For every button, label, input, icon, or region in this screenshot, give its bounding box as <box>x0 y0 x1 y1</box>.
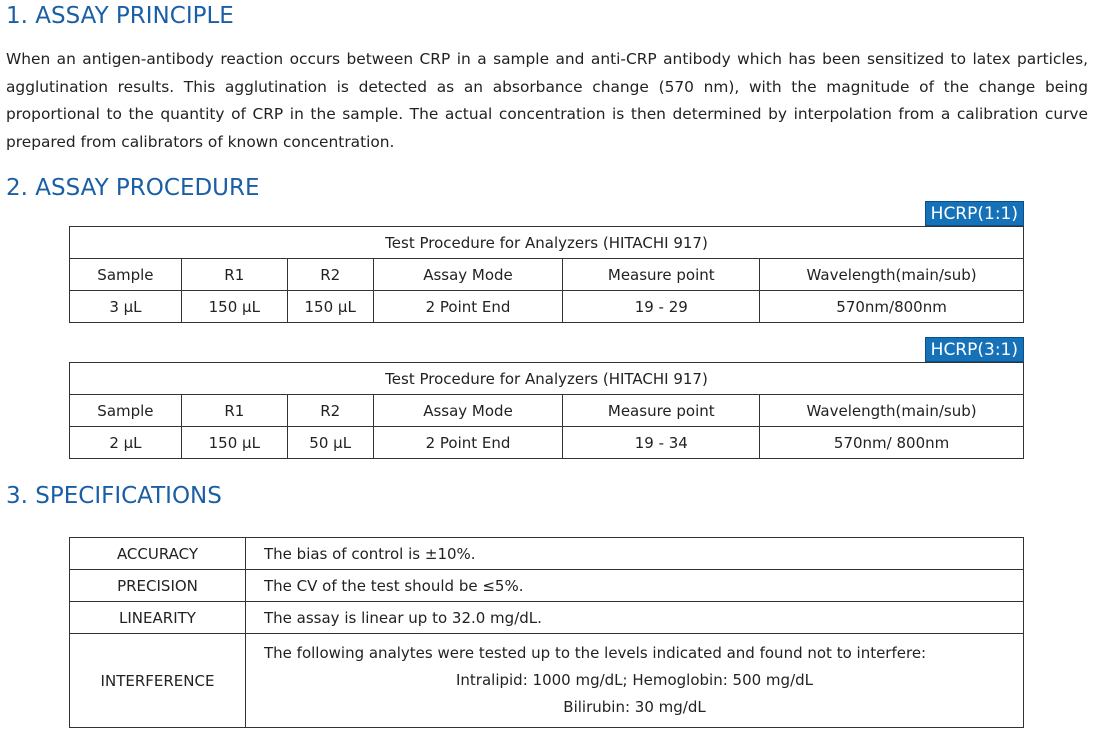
header-wavelength: Wavelength(main/sub) <box>760 259 1024 291</box>
spec-label-precision: PRECISION <box>70 570 246 602</box>
table-caption-row <box>70 363 1024 395</box>
specifications-table <box>69 537 1024 728</box>
procedure-table-hcrp-3-1 <box>69 362 1024 459</box>
section-heading-specifications: 3. SPECIFICATIONS <box>6 483 222 509</box>
value-r1: 150 µL <box>181 427 287 459</box>
hcrp-3-1-badge: HCRP(3:1) <box>925 337 1024 362</box>
table-caption: Test Procedure for Analyzers (HITACHI 917) <box>70 363 1024 395</box>
spec-value-linearity: The assay is linear up to 32.0 mg/dL. <box>246 602 1024 634</box>
interference-intro: The following analytes were tested up to the levels indicated and found not to interfere: <box>264 644 927 662</box>
header-measure-point: Measure point <box>563 395 760 427</box>
table-row <box>70 427 1024 459</box>
header-assay-mode: Assay Mode <box>373 395 563 427</box>
assay-principle-paragraph: When an antigen-antibody reaction occurs between CRP in a sample and anti-CRP antibody which has been sensitized to latex particles, agglutination results. This agglutination is detected as an absorbance change (570 nm), with the magnitude of the change being proportional to the quantity of CRP in the sample. The actual concentration is then determined by interpolation from a calibration curve prepared from calibrators of known concentration. <box>6 50 1088 151</box>
procedure-table-hcrp-1-1 <box>69 226 1024 323</box>
section-heading-assay-principle: 1. ASSAY PRINCIPLE <box>6 3 234 29</box>
header-sample: Sample <box>70 395 182 427</box>
spec-label-linearity: LINEARITY <box>70 602 246 634</box>
spec-value-accuracy: The bias of control is ±10%. <box>246 538 1024 570</box>
interference-levels-1: Intralipid: 1000 mg/dL; Hemoglobin: 500 mg/dL <box>455 671 813 689</box>
table-row <box>70 570 1024 602</box>
value-r1: 150 µL <box>181 291 287 323</box>
table-caption-row <box>70 227 1024 259</box>
spec-value-interference <box>246 634 1024 728</box>
table-header-row <box>70 395 1024 427</box>
header-assay-mode: Assay Mode <box>373 259 563 291</box>
value-sample: 2 µL <box>70 427 182 459</box>
header-measure-point: Measure point <box>563 259 760 291</box>
interference-levels-2: Bilirubin: 30 mg/dL <box>563 698 706 716</box>
value-r2: 150 µL <box>287 291 373 323</box>
header-r1: R1 <box>181 395 287 427</box>
spec-label-accuracy: ACCURACY <box>70 538 246 570</box>
hcrp-1-1-badge: HCRP(1:1) <box>925 201 1024 226</box>
table-row <box>70 634 1024 728</box>
spec-label-interference: INTERFERENCE <box>70 634 246 728</box>
value-sample: 3 µL <box>70 291 182 323</box>
value-wavelength: 570nm/ 800nm <box>760 427 1024 459</box>
value-assay-mode: 2 Point End <box>373 291 563 323</box>
header-r2: R2 <box>287 395 373 427</box>
header-r2: R2 <box>287 259 373 291</box>
spec-value-precision: The CV of the test should be ≤5%. <box>246 570 1024 602</box>
header-r1: R1 <box>181 259 287 291</box>
value-r2: 50 µL <box>287 427 373 459</box>
value-assay-mode: 2 Point End <box>373 427 563 459</box>
header-wavelength: Wavelength(main/sub) <box>760 395 1024 427</box>
table-row <box>70 538 1024 570</box>
section-heading-assay-procedure: 2. ASSAY PROCEDURE <box>6 175 260 201</box>
header-sample: Sample <box>70 259 182 291</box>
table-header-row <box>70 259 1024 291</box>
value-wavelength: 570nm/800nm <box>760 291 1024 323</box>
table-caption: Test Procedure for Analyzers (HITACHI 917) <box>70 227 1024 259</box>
table-row <box>70 291 1024 323</box>
value-measure-point: 19 - 34 <box>563 427 760 459</box>
value-measure-point: 19 - 29 <box>563 291 760 323</box>
table-row <box>70 602 1024 634</box>
